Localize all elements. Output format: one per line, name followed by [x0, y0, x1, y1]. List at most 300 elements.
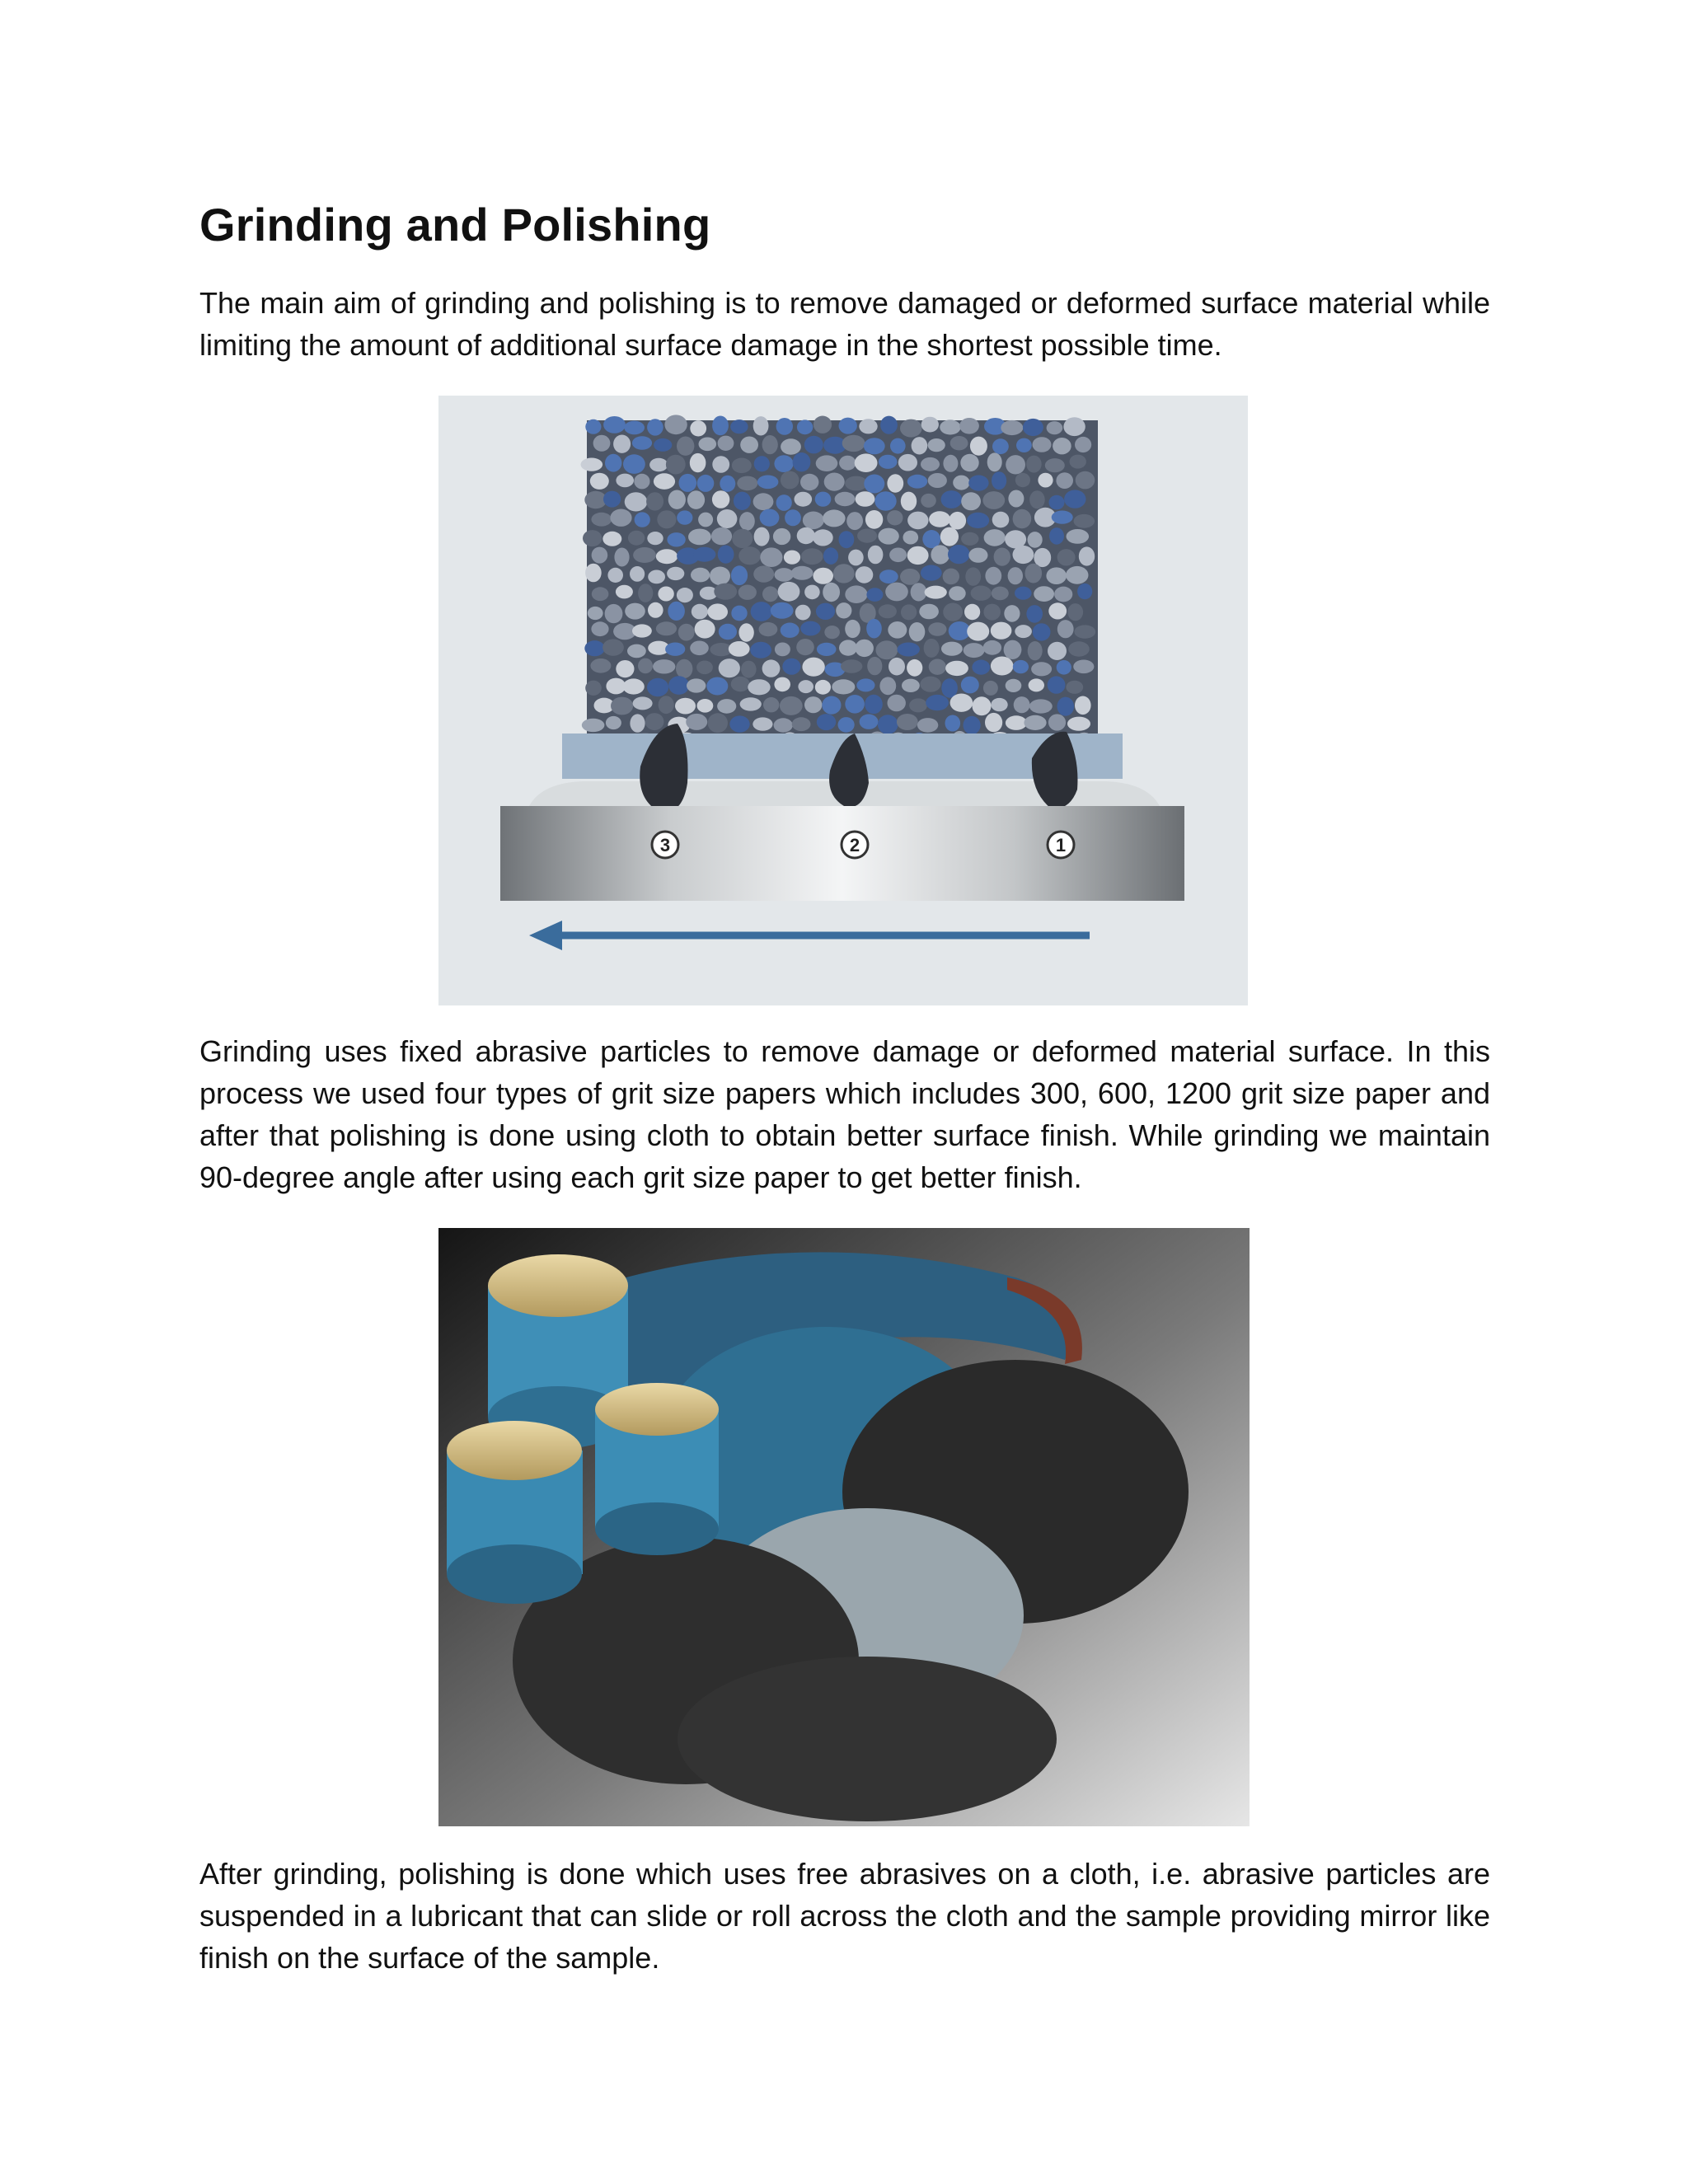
- grain: [734, 492, 751, 510]
- grain: [760, 509, 780, 527]
- grain: [611, 697, 633, 715]
- grain: [824, 473, 845, 491]
- grain: [929, 511, 950, 527]
- grain: [903, 531, 919, 545]
- grain: [1067, 603, 1083, 621]
- grain: [859, 419, 877, 434]
- grain: [797, 419, 813, 434]
- grain: [695, 620, 715, 639]
- grain: [839, 456, 856, 471]
- grain: [795, 605, 811, 621]
- grain: [984, 529, 1006, 546]
- grain: [623, 678, 645, 694]
- grain: [953, 476, 969, 490]
- grain: [804, 696, 822, 713]
- grain: [971, 586, 992, 601]
- grain: [614, 548, 629, 567]
- grain: [865, 510, 883, 529]
- grain: [845, 695, 865, 714]
- grain: [1033, 623, 1051, 640]
- grain: [1047, 421, 1063, 434]
- grain: [774, 677, 790, 692]
- grain: [968, 476, 988, 491]
- grain: [780, 696, 803, 715]
- grain: [991, 698, 1007, 711]
- grain: [774, 718, 793, 732]
- grain: [623, 454, 645, 474]
- grain: [677, 588, 693, 602]
- grain: [855, 453, 878, 472]
- grain: [730, 419, 748, 434]
- grain: [1073, 660, 1094, 674]
- grain: [817, 714, 836, 730]
- grain: [1068, 641, 1090, 656]
- grain: [972, 660, 990, 675]
- grain: [630, 714, 645, 732]
- grain: [868, 546, 884, 565]
- grain: [588, 607, 603, 620]
- grain: [754, 527, 770, 546]
- grain: [1067, 717, 1090, 731]
- grain: [901, 492, 917, 511]
- grain: [856, 566, 874, 583]
- grain: [706, 677, 728, 696]
- grain: [879, 677, 896, 695]
- grain: [603, 416, 626, 434]
- grain: [690, 641, 709, 656]
- grain: [585, 681, 602, 696]
- grain: [879, 604, 897, 618]
- grain: [888, 695, 906, 712]
- grain: [610, 509, 631, 527]
- grain: [718, 436, 734, 451]
- grain: [960, 454, 978, 471]
- grain: [878, 715, 898, 734]
- grain: [898, 643, 920, 657]
- grain: [729, 641, 750, 657]
- grain: [879, 455, 898, 469]
- grain: [983, 681, 998, 696]
- grain: [686, 714, 707, 730]
- grain: [983, 604, 1001, 621]
- grain: [838, 717, 855, 733]
- grain: [839, 531, 855, 548]
- grain: [800, 621, 820, 636]
- grain: [625, 492, 648, 511]
- grain: [649, 458, 668, 472]
- grain: [1067, 529, 1090, 544]
- grain: [987, 452, 1002, 471]
- grain: [697, 699, 714, 713]
- grain: [632, 624, 652, 637]
- grain: [732, 529, 753, 548]
- grain: [994, 548, 1010, 566]
- grain: [961, 492, 981, 510]
- grain: [751, 602, 772, 621]
- grain: [964, 604, 980, 621]
- grain: [647, 678, 668, 696]
- grain: [1023, 419, 1043, 436]
- grain: [919, 604, 939, 620]
- grain: [900, 419, 922, 438]
- grain: [839, 418, 857, 434]
- grain: [693, 547, 715, 562]
- grain: [817, 643, 837, 656]
- grain: [605, 604, 623, 623]
- grain: [1028, 641, 1043, 660]
- grain: [965, 567, 981, 585]
- grain: [991, 622, 1012, 640]
- grain: [711, 527, 732, 545]
- marker-label: 1: [1055, 835, 1067, 855]
- grain: [1066, 566, 1088, 584]
- grain: [907, 659, 922, 677]
- grain: [964, 643, 985, 658]
- grain: [968, 548, 987, 563]
- grain: [633, 696, 653, 710]
- intro-paragraph: The main aim of grinding and polishing is to remove damaged or deformed surface material while limiting the amount of additional surface damage in the shortest possible time.: [199, 286, 1490, 362]
- grain: [654, 473, 675, 490]
- grain: [929, 659, 946, 675]
- grain: [839, 640, 857, 655]
- grain: [1048, 602, 1067, 619]
- grain: [802, 658, 824, 677]
- grain: [585, 564, 602, 583]
- grain: [582, 719, 605, 732]
- grain: [940, 419, 960, 434]
- grain: [676, 659, 692, 678]
- grain: [741, 661, 757, 678]
- grain: [835, 492, 856, 506]
- grain: [583, 530, 602, 546]
- grain: [762, 586, 778, 602]
- grain: [967, 513, 989, 528]
- grain: [616, 474, 634, 488]
- grain: [719, 658, 740, 677]
- grain: [940, 527, 959, 546]
- grain: [795, 492, 813, 507]
- grain: [593, 435, 611, 452]
- grain: [677, 510, 692, 524]
- grain: [592, 587, 609, 601]
- grain: [656, 549, 678, 564]
- grain: [1053, 438, 1071, 454]
- grain: [648, 570, 665, 584]
- grain: [846, 512, 863, 530]
- grain: [926, 695, 949, 710]
- grain: [632, 436, 652, 450]
- grain: [885, 583, 908, 602]
- grain: [824, 626, 840, 639]
- grain: [591, 513, 612, 527]
- polishing-paragraph: After grinding, polishing is done which uses free abrasives on a cloth, i.e. abrasive particles are suspended in a lubricant that can slide or roll across the cloth and the sample providing mirror like finish on the surface of the sample.: [199, 1857, 1490, 1975]
- grain: [731, 606, 747, 621]
- grain: [890, 438, 906, 454]
- grain: [911, 583, 927, 601]
- grain: [1045, 458, 1065, 472]
- grain: [668, 602, 685, 621]
- grain: [625, 603, 645, 620]
- grain: [1049, 527, 1064, 545]
- grain: [928, 473, 947, 488]
- grain: [1008, 490, 1024, 508]
- grain: [760, 547, 782, 567]
- grain: [1013, 660, 1029, 673]
- grain: [698, 513, 713, 527]
- grain: [856, 640, 874, 657]
- grain: [659, 696, 674, 714]
- grain: [992, 587, 1009, 601]
- grain: [606, 716, 621, 729]
- grain: [739, 512, 755, 531]
- grain: [1028, 532, 1043, 548]
- grain: [865, 695, 883, 715]
- grain: [605, 454, 621, 472]
- grain: [740, 697, 762, 710]
- grain: [1015, 473, 1030, 487]
- grain: [898, 454, 917, 471]
- grain: [931, 545, 950, 564]
- grain: [860, 715, 879, 729]
- grain: [750, 642, 771, 658]
- grain: [970, 437, 987, 456]
- grain: [1038, 473, 1053, 488]
- grain: [856, 678, 874, 691]
- grain: [867, 657, 882, 675]
- grain: [581, 458, 603, 471]
- grain: [917, 718, 938, 733]
- grain: [635, 512, 650, 527]
- grain: [774, 455, 793, 472]
- grain: [771, 602, 794, 619]
- grain: [757, 476, 779, 490]
- grain: [666, 455, 686, 475]
- grain: [738, 623, 753, 641]
- grain: [1075, 696, 1091, 715]
- marker-label: 2: [849, 835, 860, 855]
- grain: [753, 493, 774, 510]
- grain: [699, 438, 717, 452]
- grain: [762, 435, 778, 454]
- grain: [754, 456, 770, 471]
- grain: [991, 657, 1014, 676]
- grain: [697, 475, 715, 492]
- marker-2: [842, 832, 868, 858]
- grain: [949, 586, 966, 601]
- grain: [654, 438, 672, 452]
- grain: [782, 658, 800, 675]
- grinding-paragraph: Grinding uses fixed abrasive particles to remove damage or deformed material surface. In this process we used four types of grit size papers which includes 300, 600, 1200 grit size paper and after that polishing is done using cloth to obtain better surface finish. While grinding we maintain 90-degree angle after using each grit size paper to get better finish.: [199, 1034, 1490, 1194]
- grain: [603, 532, 621, 546]
- grain: [800, 474, 818, 490]
- grain: [710, 567, 730, 586]
- grain: [823, 509, 845, 527]
- grain: [585, 419, 601, 434]
- grain: [907, 546, 929, 565]
- grain: [776, 494, 792, 511]
- grain: [1077, 583, 1092, 599]
- grain: [866, 588, 883, 602]
- grain: [924, 639, 940, 658]
- grain: [1013, 509, 1032, 529]
- grain: [708, 713, 728, 733]
- grain: [907, 475, 927, 489]
- grain: [616, 660, 634, 677]
- grain: [928, 438, 945, 452]
- grain: [784, 551, 800, 565]
- grain: [909, 698, 927, 712]
- grain: [1006, 715, 1027, 730]
- grain: [719, 624, 737, 640]
- grain: [607, 568, 623, 583]
- grain: [737, 476, 757, 491]
- grain: [983, 640, 1001, 655]
- grain: [857, 529, 877, 543]
- grain: [627, 644, 646, 658]
- grain: [1034, 586, 1054, 602]
- grain: [648, 602, 663, 618]
- grain: [1074, 625, 1095, 638]
- grain: [985, 713, 1002, 732]
- grain: [1046, 567, 1067, 584]
- grain: [738, 546, 761, 565]
- grain: [762, 659, 781, 677]
- grain: [1057, 549, 1076, 565]
- grain: [992, 471, 1006, 490]
- grain: [613, 435, 631, 453]
- grain: [792, 717, 811, 731]
- abrasive-roll-bottom-left: [447, 1421, 583, 1604]
- grain: [816, 455, 838, 471]
- grain: [866, 619, 882, 639]
- grain: [668, 490, 686, 509]
- grain: [616, 585, 633, 599]
- grain: [646, 492, 663, 510]
- grain: [1057, 697, 1075, 716]
- grain: [874, 491, 896, 511]
- grain: [753, 565, 774, 582]
- grain: [921, 565, 942, 581]
- grain: [748, 679, 770, 695]
- grain: [667, 532, 685, 546]
- grain: [776, 418, 793, 435]
- grain: [603, 491, 621, 508]
- grain: [1006, 455, 1025, 474]
- grain: [1006, 679, 1022, 692]
- grain: [1015, 587, 1032, 600]
- grain: [696, 661, 713, 675]
- grain: [712, 416, 729, 436]
- grain: [763, 697, 779, 712]
- grain: [909, 622, 926, 641]
- grain: [823, 583, 840, 602]
- grain: [813, 568, 833, 584]
- grinding-diagram-figure: [438, 396, 1248, 1005]
- grain: [964, 716, 981, 734]
- grain: [773, 528, 790, 545]
- grain: [778, 582, 800, 602]
- grain: [732, 458, 752, 474]
- grain: [921, 494, 936, 508]
- grain: [832, 679, 855, 694]
- grain: [864, 438, 885, 454]
- grain: [675, 698, 696, 715]
- grain: [797, 527, 815, 544]
- grain: [1048, 676, 1066, 693]
- grain: [941, 490, 963, 509]
- grain: [712, 456, 729, 473]
- grain: [845, 585, 867, 603]
- grain: [879, 569, 898, 583]
- grain: [921, 457, 940, 471]
- grain: [950, 436, 968, 450]
- grain: [1026, 605, 1043, 623]
- grain: [992, 438, 1009, 454]
- grain: [590, 658, 611, 673]
- grain: [920, 677, 940, 692]
- grain: [740, 437, 758, 453]
- grain: [833, 564, 855, 583]
- grain: [647, 532, 663, 545]
- grain: [1029, 699, 1053, 713]
- grain: [961, 532, 978, 546]
- grain: [775, 643, 790, 657]
- grain: [785, 509, 801, 526]
- grain: [692, 604, 708, 620]
- grain: [687, 490, 705, 509]
- grain: [992, 512, 1010, 528]
- grain: [690, 420, 706, 436]
- grain: [945, 661, 968, 676]
- grain: [1079, 546, 1095, 565]
- grain: [945, 715, 961, 732]
- grain: [822, 696, 841, 715]
- grain: [841, 659, 862, 673]
- grain: [1008, 567, 1023, 584]
- grain: [1004, 605, 1020, 622]
- grain: [943, 569, 959, 585]
- grain: [1015, 625, 1032, 638]
- grain: [667, 567, 684, 580]
- grain: [1070, 455, 1086, 469]
- grain: [791, 566, 814, 580]
- grain: [900, 569, 920, 585]
- grain: [1052, 511, 1073, 524]
- grain: [941, 678, 958, 698]
- grain: [591, 621, 608, 636]
- grain: [584, 640, 604, 656]
- grain: [679, 474, 697, 492]
- grain: [638, 583, 653, 602]
- grain: [712, 490, 729, 509]
- grain: [630, 566, 645, 582]
- grain: [796, 639, 814, 655]
- grain: [1029, 490, 1045, 509]
- grain: [815, 492, 832, 507]
- grain: [665, 643, 685, 656]
- grain: [1001, 420, 1023, 435]
- grain: [664, 415, 687, 434]
- grain: [973, 696, 992, 715]
- grain: [714, 583, 737, 600]
- grain: [1064, 490, 1085, 508]
- grain: [628, 531, 645, 546]
- grain: [1075, 437, 1091, 452]
- grain: [1016, 438, 1032, 452]
- grain: [1048, 714, 1066, 730]
- grain: [753, 717, 772, 730]
- grain: [803, 512, 824, 530]
